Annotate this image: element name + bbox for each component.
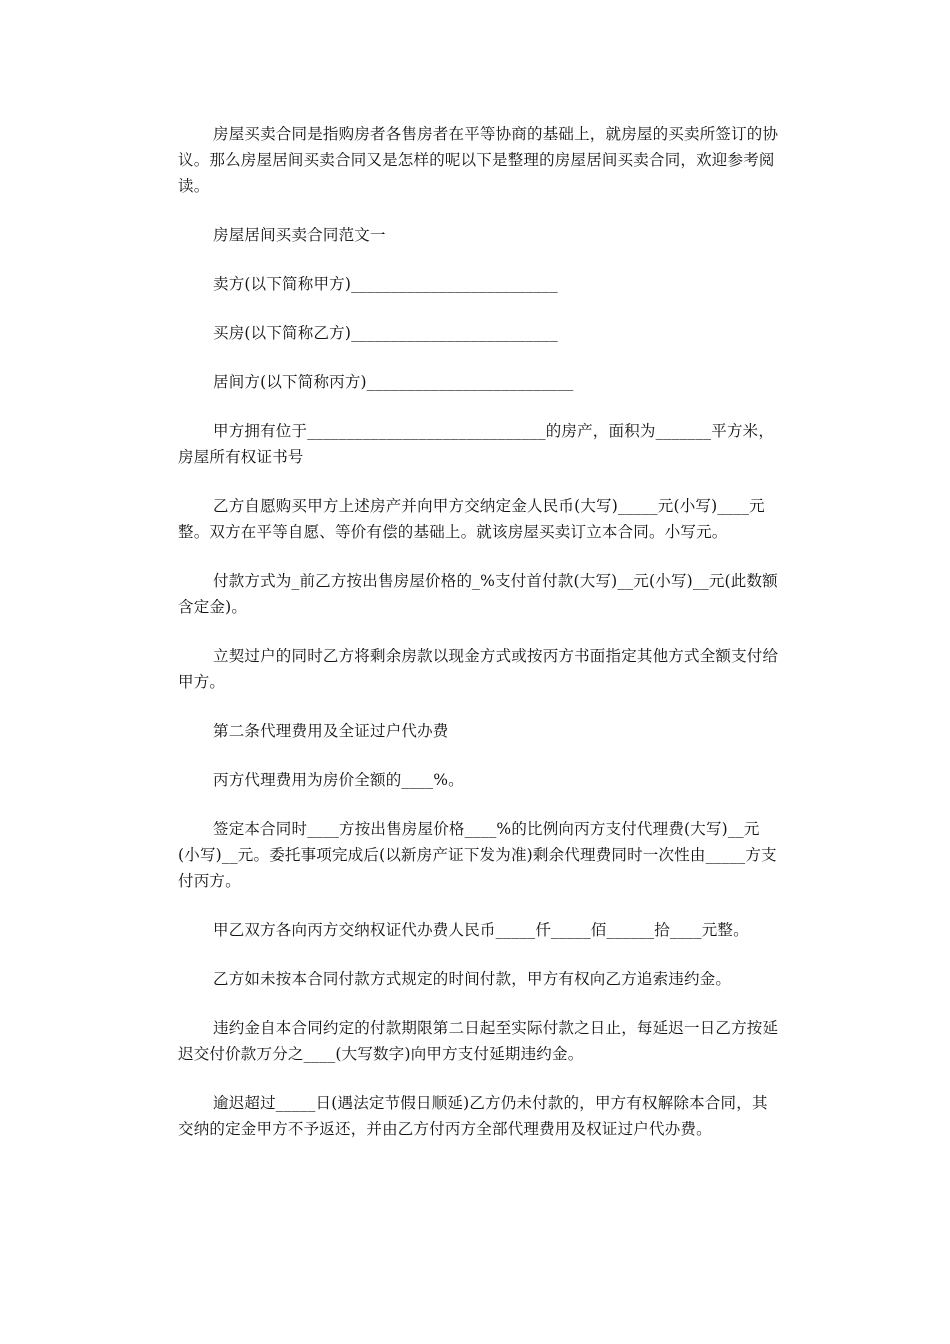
deposit-paragraph: 乙方自愿购买甲方上述房产并向甲方交纳定金人民币(大写)_____元(小写)____元整。双方在平等自愿、等价有偿的基础上。就该房屋买卖订立本合同。小写元。 (178, 497, 765, 541)
buyer-line: 买房(以下简称乙方)__________________________ (213, 324, 558, 342)
intermediary-line: 居间方(以下简称丙方)__________________________ (213, 373, 574, 391)
termination-paragraph: 逾迟超过_____日(遇法定节假日顺延)乙方仍未付款的，甲方有权解除本合同，其交纳的定金甲方不予返还，并由乙方付丙方全部代理费用及权证过户代办费。 (178, 1094, 768, 1138)
penalty-paragraph: 违约金自本合同约定的付款期限第二日起至实际付款之日止，每延迟一日乙方按延迟交付价款万分之____(大写数字)向甲方支付延期违约金。 (178, 1019, 779, 1063)
late-payment-paragraph: 乙方如未按本合同付款方式规定的时间付款，甲方有权向乙方追索违约金。 (213, 970, 732, 988)
agency-fee-payment-paragraph: 签定本合同时____方按出售房屋价格____%的比例向丙方支付代理费(大写)__元(小写)__元。委托事项完成后(以新房产证下发为准)剩余代理费同时一次性由_____方支付丙方。 (178, 820, 777, 890)
document-body (178, 121, 781, 1165)
transfer-payment-paragraph: 立契过户的同时乙方将剩余房款以现金方式或按丙方书面指定其他方式全额支付给甲方。 (178, 647, 779, 691)
agency-fee-rate-paragraph: 丙方代理费用为房价全额的____%。 (213, 771, 464, 789)
property-location-paragraph: 甲方拥有位于______________________________的房产，面积为_______平方米，房屋所有权证书号 (178, 422, 775, 466)
certificate-fee-paragraph: 甲乙双方各向丙方交纳权证代办费人民币_____仟_____佰______拾____元整。 (213, 921, 749, 939)
intro-paragraph: 房屋买卖合同是指购房者各售房者在平等协商的基础上，就房屋的买卖所签订的协议。那么房屋居间买卖合同又是怎样的呢以下是整理的房屋居间买卖合同，欢迎参考阅读。 (178, 125, 779, 195)
payment-method-paragraph: 付款方式为_前乙方按出售房屋价格的_%支付首付款(大写)__元(小写)__元(此数额含定金)。 (178, 572, 778, 616)
section-title-sample-one: 房屋居间买卖合同范文一 (213, 226, 386, 244)
article-two-heading: 第二条代理费用及全证过户代办费 (213, 722, 449, 740)
seller-line: 卖方(以下简称甲方)__________________________ (213, 275, 558, 293)
